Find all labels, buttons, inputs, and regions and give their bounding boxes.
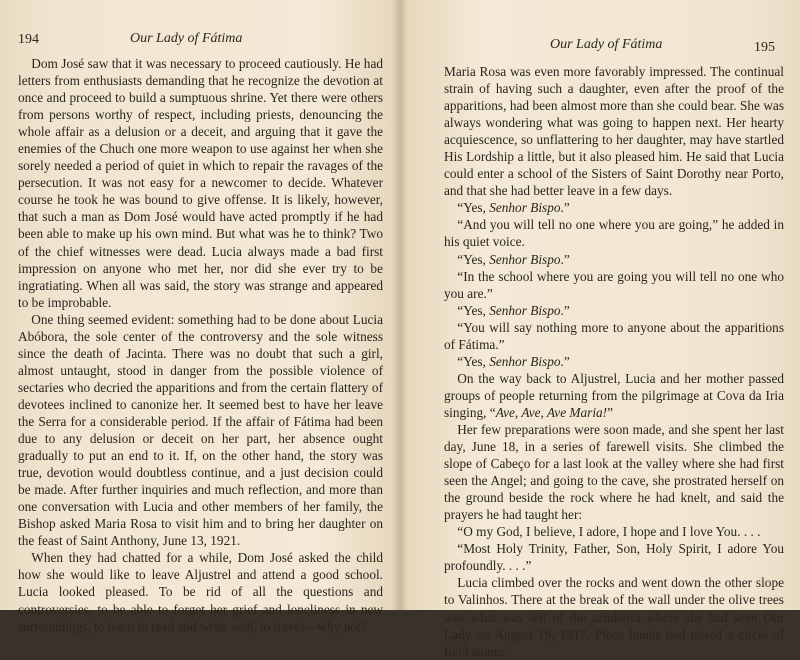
running-head: Our Lady of Fátima: [550, 37, 663, 52]
dialogue-line: “In the school where you are going you will tell no one who you are.”: [444, 268, 784, 301]
right-page: [400, 0, 800, 659]
dialogue-line: “And you will tell no one where you are going,” he added in his quiet voice.: [444, 217, 784, 250]
prayer-line: “Most Holy Trinity, Father, Son, Holy Spirit, I adore You profoundly. . . .”: [444, 541, 784, 574]
dialogue-line: “Yes, Senhor Bispo.”: [457, 302, 570, 318]
left-page: [0, 0, 400, 634]
paragraph: One thing seemed evident: something had to be done about Lucia Abóbora, the sole center of the controversy and the sole witness since the death of Jacinta. There was no doubt that such a girl, almost untaught, stood in danger from the possible violence of sectaries who decried the apparitions and from the certain flattery of devotees inclined to canonize her. It seemed best to have her leave the Serra for a considerable period. If the affair of Fátima had been due to any delusion or deceit on her part, her absence ought gradually to put an end to it. If, on the other hand, the story was true, devotion would doubtless continue, and a just decision could be made. After further inquiries and much reflection, and more than one conversation with Lucia and other members of her family, the Bishop asked Maria Rosa to visit him and to bring her daughter on the feast of Saint Anthony, June 13, 1921.: [18, 311, 383, 549]
dialogue-line: “Yes, Senhor Bispo.”: [457, 353, 570, 369]
paragraph: On the way back to Aljustrel, Lucia and her mother passed groups of people returning from the pilgrimage at Cova da Iria singing, “Ave, Ave, Ave Maria!”: [444, 370, 784, 420]
page-number: 195: [754, 40, 775, 55]
paragraph: Dom José saw that it was necessary to proceed cautiously. He had letters from enthusiasts demanding that he recognize the devotion at once and proceed to build a sumptuous shrine. Yet there were others from persons worthy of respect, including priests, denouncing the whole affair as a delusion or a deceit, and arguing that it gave the enemies of the Chuch one more weapon to use against her when she sorely needed a period of quiet in which to repair the ravages of the persecution. It was not easy for a newcomer to decide. Whatever course he took he was bound to give offense. It is likely, however, that such a man as Dom José would have acted promptly if he had been able to make up his own mind. But what was he to think? Two of the chief witnesses were dead. Lucia always made a bad first impression on anyone who met her, nor did she ever try to be ingratiating. When all was said, the story was strange and appeared to be improbable.: [18, 56, 383, 310]
paragraph: When they had chatted for a while, Dom José asked the child how she would like to leave Aljustrel and attend a good school. Lucia looked pleased. To be rid of all the questions and controversies, to be able to forget her grief and loneliness in new surroundings, to learn to read and write well, to travel—why not?: [18, 550, 383, 634]
prayer-line: “O my God, I believe, I adore, I hope and I love You. . . .: [457, 524, 761, 540]
paragraph: Her few preparations were soon made, and she spent her last day, June 18, in a series of farewell visits. She climbed the slope of Cabeço for a last look at the valley where she had first seen the Angel; and going to the cave, she prostrated herself on the ground beside the rock where he had knelt, and said the prayers he had taught her:: [444, 421, 784, 523]
paragraph: Lucia climbed over the rocks and went down the other slope to Valinhos. There at the break of the wall under the olive trees was what was left of the azinheira where she had seen Our Lady on August 19, 1917. Pious hands had raised a circle of field stones: [444, 575, 784, 659]
page-number: 194: [18, 32, 39, 47]
right-page-body: [444, 63, 784, 660]
running-head: Our Lady of Fátima: [130, 31, 243, 46]
dialogue-line: “You will say nothing more to anyone about the apparitions of Fátima.”: [444, 319, 784, 352]
left-page-body: [18, 55, 383, 635]
dialogue-line: “Yes, Senhor Bispo.”: [457, 251, 570, 267]
paragraph: Maria Rosa was even more favorably impressed. The continual strain of having such a daughter, even after the proof of the apparitions, had been almost more than she could bear. She was always wondering what was going to happen next. Her hearty acquiescence, so unflattering to her daughter, may have startled His Lordship a little, but it also pleased him. He said that Lucia could enter a school of the Sisters of Saint Dorothy near Porto, and that she had better leave in a few days.: [444, 64, 784, 199]
dialogue-line: “Yes, Senhor Bispo.”: [457, 200, 570, 216]
